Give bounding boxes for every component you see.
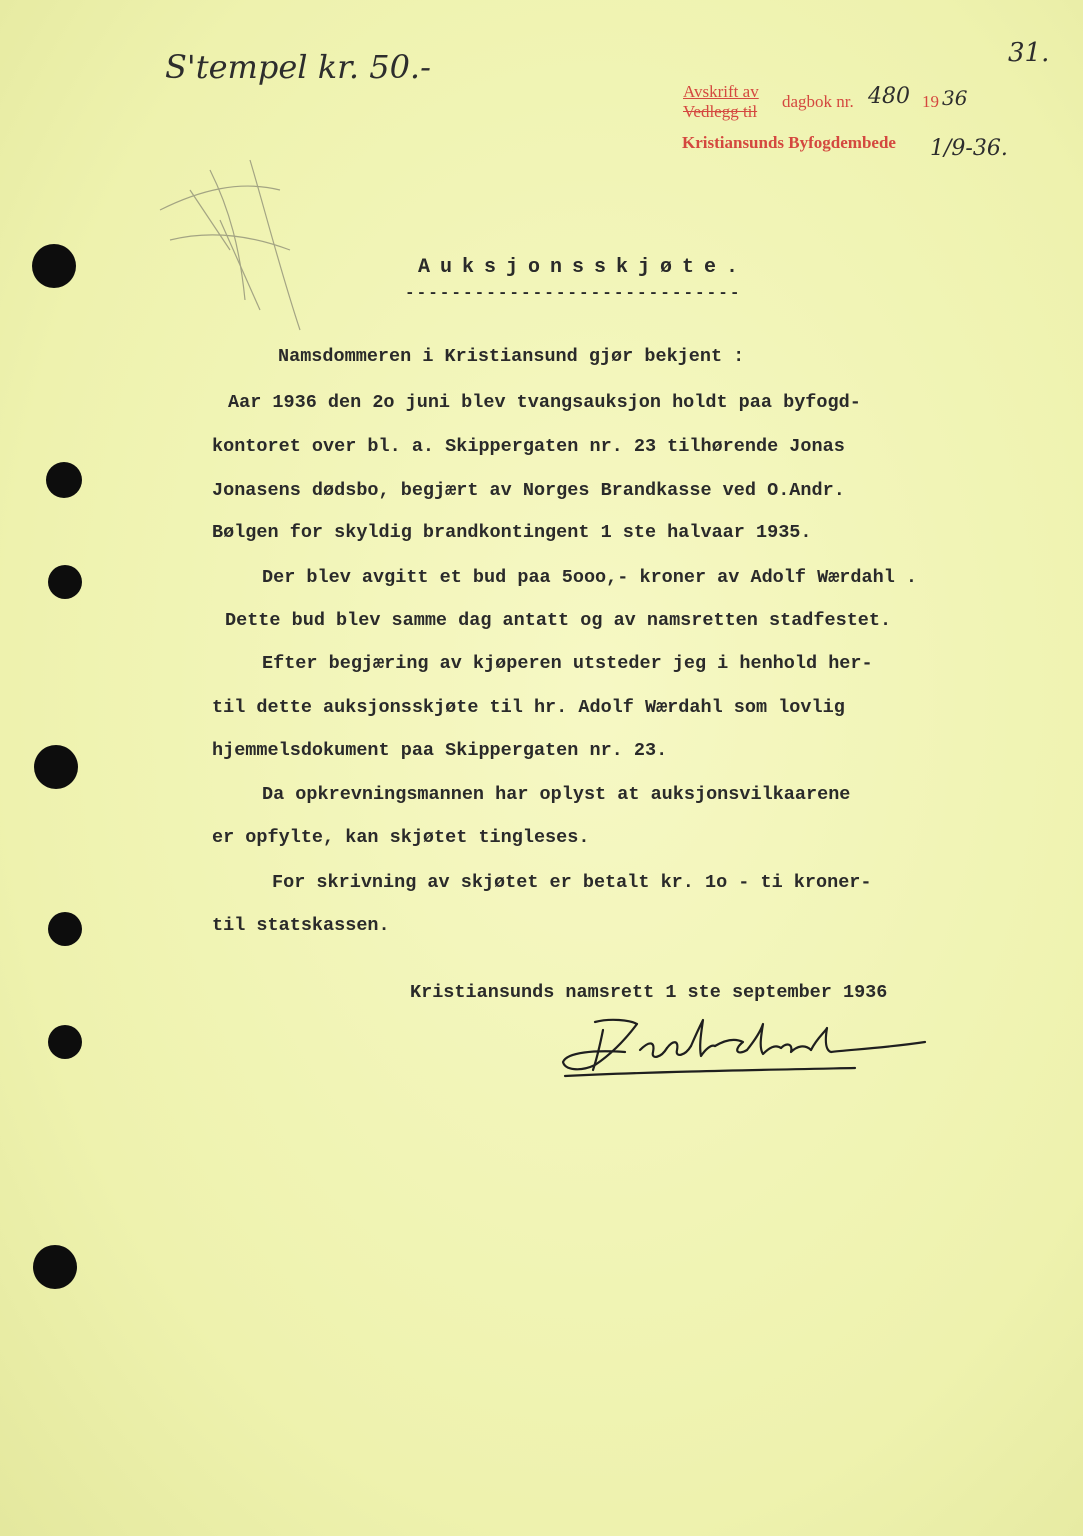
- body-line: Namsdommeren i Kristiansund gjør bekjent :: [278, 346, 745, 367]
- punch-hole: [48, 565, 82, 599]
- dagbok-number: 480: [868, 84, 910, 109]
- punch-hole: [48, 912, 82, 946]
- title-underline: -----------------------------: [405, 284, 742, 302]
- body-line: kontoret over bl. a. Skippergaten nr. 23 tilhørende Jonas: [212, 436, 845, 457]
- stamp-year-suffix: 36: [942, 86, 968, 110]
- signature: [555, 1010, 945, 1085]
- stamp-avskrift-label: Avskrift av: [683, 82, 759, 101]
- punch-hole: [48, 1025, 82, 1059]
- body-line: til dette auksjonsskjøte til hr. Adolf Wærdahl som lovlig: [212, 697, 845, 718]
- stamp-vedlegg-struck: Vedlegg til: [683, 102, 758, 121]
- body-line: For skrivning av skjøtet er betalt kr. 1o - ti kroner-: [272, 872, 872, 893]
- stamp-date: 1/9-36.: [930, 136, 1008, 161]
- body-line: Dette bud blev samme dag antatt og av namsretten stadfestet.: [225, 610, 892, 631]
- body-line: Bølgen for skyldig brandkontingent 1 ste halvaar 1935.: [212, 522, 812, 543]
- body-line: til statskassen.: [212, 915, 390, 936]
- punch-hole: [34, 745, 78, 789]
- body-line: er opfylte, kan skjøtet tingleses.: [212, 827, 590, 848]
- pencil-sketch-marks: [150, 150, 350, 340]
- body-line: hjemmelsdokument paa Skippergaten nr. 23.: [212, 740, 668, 761]
- body-line: Jonasens dødsbo, begjært av Norges Brandkasse ved O.Andr.: [212, 480, 845, 501]
- punch-hole: [33, 1245, 77, 1289]
- stamp-year-prefix: 19: [922, 92, 939, 111]
- body-line: Efter begjæring av kjøperen utsteder jeg i henhold her-: [262, 653, 873, 674]
- stamp-fee-note: S'tempel kr. 50.-: [165, 48, 431, 86]
- stamp-dagbok-label: dagbok nr.: [782, 92, 854, 111]
- body-line: Aar 1936 den 2o juni blev tvangsauksjon holdt paa byfogd-: [228, 392, 861, 413]
- body-line: Der blev avgitt et bud paa 5ooo,- kroner av Adolf Wærdahl .: [262, 567, 918, 588]
- document-title: Auksjonsskjøte.: [418, 256, 749, 279]
- punch-hole: [32, 244, 76, 288]
- body-line: Da opkrevningsmannen har oplyst at auksjonsvilkaarene: [262, 784, 851, 805]
- punch-hole: [46, 462, 82, 498]
- closing-place-date: Kristiansunds namsrett 1 ste september 1936: [410, 982, 888, 1003]
- page-number: 31.: [1008, 38, 1050, 68]
- stamp-office-name: Kristiansunds Byfogdembede: [682, 133, 896, 152]
